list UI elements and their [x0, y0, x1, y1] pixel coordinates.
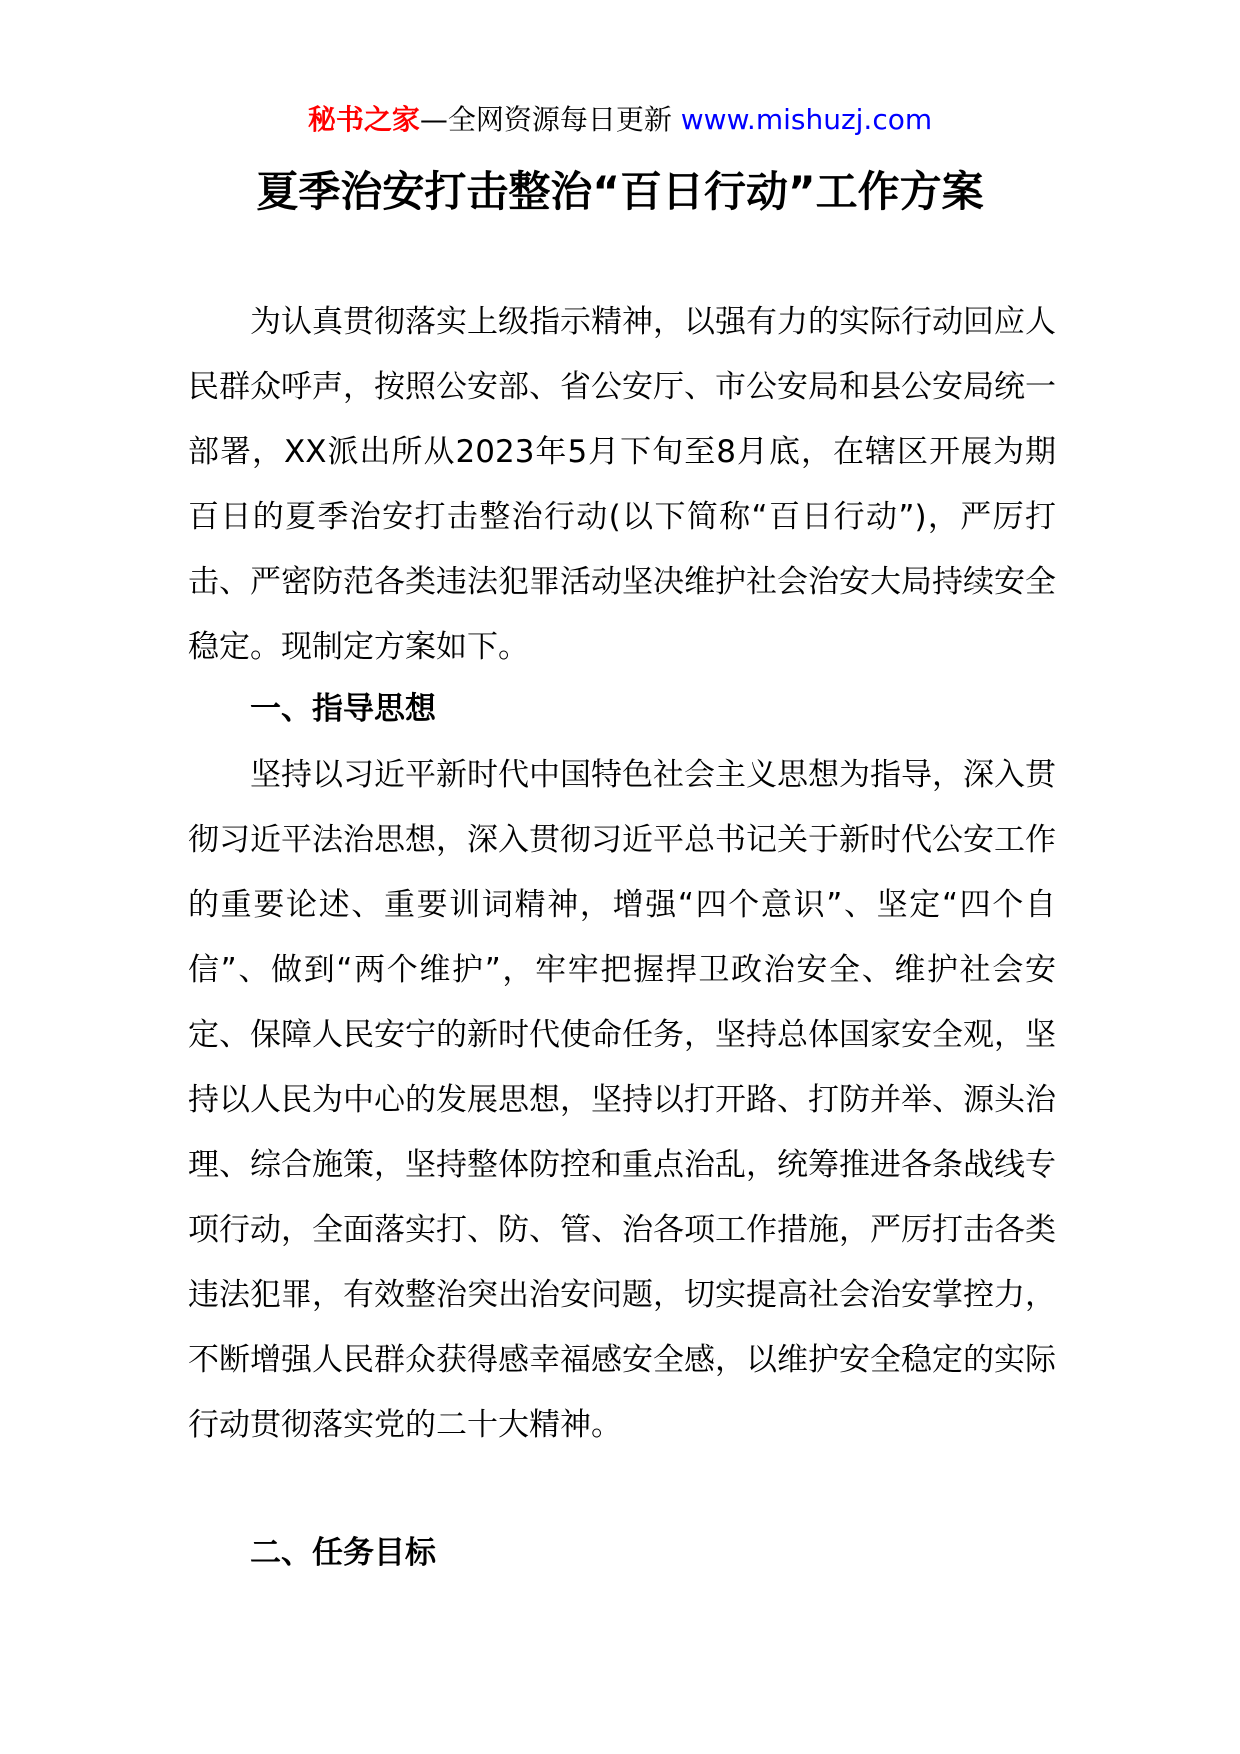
document-title: 夏季治安打击整治“百日行动”工作方案: [256, 167, 984, 216]
section-heading-task-goals: 二、任务目标: [250, 1535, 436, 1571]
header-banner: [0, 100, 1240, 140]
guiding-ideology-paragraph: 坚持以习近平新时代中国特色社会主义思想为指导，深入贯彻习近平法治思想，深入贯彻习近平总书记关于新时代公安工作的重要论述、重要训词精神，增强“四个意识”、坚定“四个自信”、做到“两个维护”，牢牢把握捍卫政治安全、维护社会安定、保障人民安宁的新时代使命任务，坚持总体国家安全观，坚持以人民为中心的发展思想，坚持以打开路、打防并举、源头治理、综合施策，坚持整体防控和重点治乱，统筹推进各条战线专项行动，全面落实打、防、管、治各项工作措施，严厉打击各类违法犯罪，有效整治突出治安问题，切实提高社会治安掌控力，不断增强人民群众获得感幸福感安全感，以维护安全稳定的实际行动贯彻落实党的二十大精神。: [188, 757, 1056, 1443]
section-heading-guiding-ideology: 一、指导思想: [250, 691, 436, 727]
header-tagline: —全网资源每日更新: [419, 103, 681, 136]
brand-name: 秘书之家: [307, 103, 420, 136]
site-link[interactable]: www.mishuzj.com: [680, 103, 933, 136]
intro-paragraph: 为认真贯彻落实上级指示精神，以强有力的实际行动回应人民群众呼声，按照公安部、省公安厅、市公安局和县公安局统一部署，XX派出所从2023年5月下旬至8月底，在辖区开展为期百日的夏季治安打击整治行动(以下简称“百日行动”)，严厉打击、严密防范各类违法犯罪活动坚决维护社会治安大局持续安全稳定。现制定方案如下。: [188, 304, 1056, 665]
